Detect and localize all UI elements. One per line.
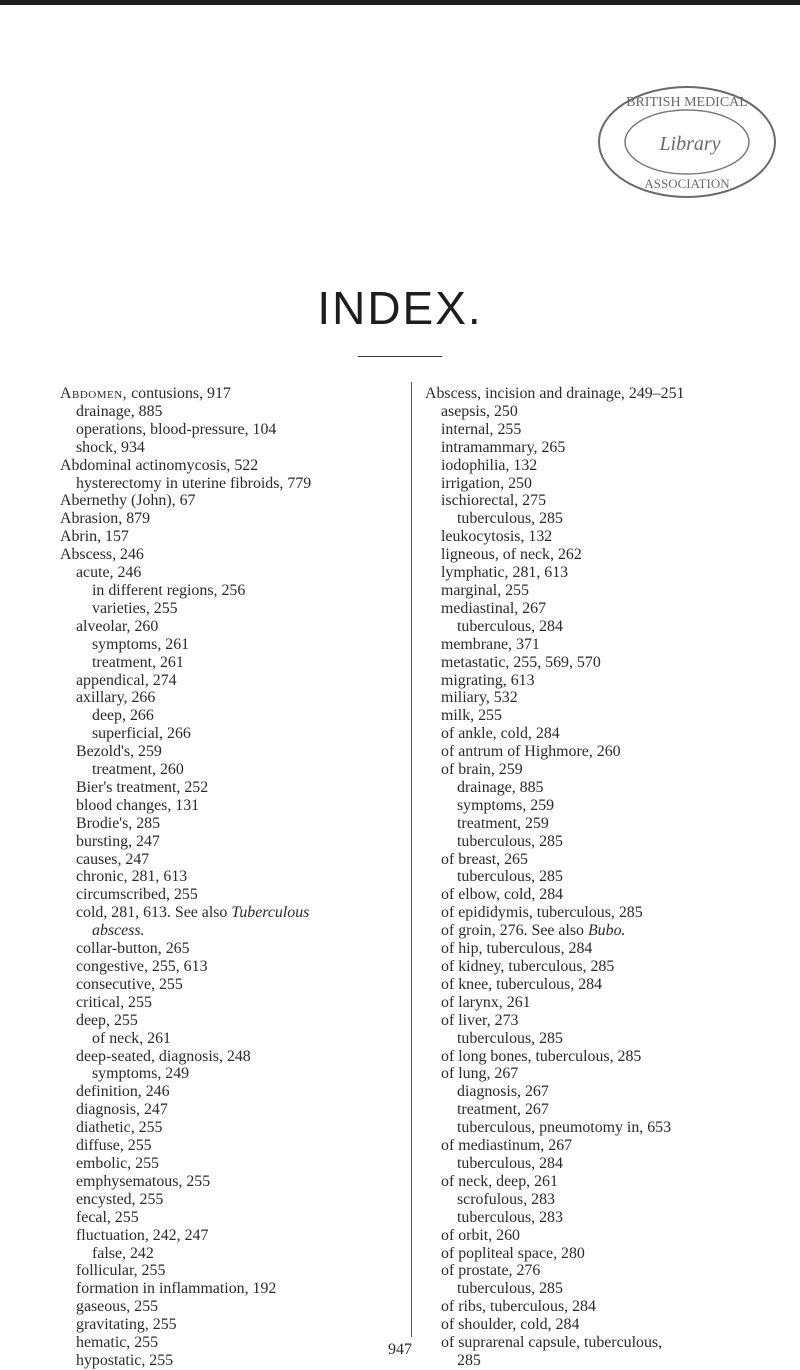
- entry-text: treatment, 260: [92, 761, 184, 779]
- index-column-right: [425, 385, 795, 1370]
- entry-text: deep, 255: [76, 1011, 138, 1029]
- index-entry: [60, 672, 430, 690]
- entry-text: definition, 246: [76, 1083, 170, 1101]
- index-entry: [425, 689, 795, 707]
- index-entry: [60, 636, 430, 654]
- index-entry: [425, 600, 795, 618]
- index-entry: [425, 385, 795, 403]
- entry-text: Bezold's, 259: [76, 743, 162, 761]
- index-entry: [60, 1012, 430, 1030]
- stamp-line3: ASSOCIATION: [644, 176, 730, 191]
- entry-text: axillary, 266: [76, 689, 156, 707]
- index-entry: [60, 851, 430, 869]
- index-entry: [425, 1298, 795, 1316]
- entry-text: Abscess, incision and drainage, 249–251: [425, 385, 685, 402]
- entry-text: blood changes, 131: [76, 796, 200, 814]
- entry-text: treatment, 261: [92, 653, 184, 671]
- index-entry: [425, 958, 795, 976]
- library-stamp: [592, 80, 782, 205]
- entry-text: varieties, 255: [92, 599, 178, 617]
- index-entry: [425, 457, 795, 475]
- index-entry: [60, 403, 430, 421]
- index-entry: [60, 546, 430, 564]
- entry-text: scrofulous, 283: [457, 1190, 555, 1208]
- entry-text: intramammary, 265: [441, 438, 566, 456]
- entry-text: tuberculous, 284: [457, 617, 563, 635]
- index-entry: [425, 1137, 795, 1155]
- entry-text: marginal, 255: [441, 581, 529, 599]
- index-entry: [60, 1173, 430, 1191]
- entry-text: of ankle, cold, 284: [441, 725, 560, 743]
- entry-text: hypostatic, 255: [76, 1351, 174, 1369]
- entry-text: of prostate, 276: [441, 1262, 541, 1280]
- index-entry: [60, 1298, 430, 1316]
- index-entry: [425, 1030, 795, 1048]
- index-entry: [425, 994, 795, 1012]
- index-entry: [425, 510, 795, 528]
- index-entry: [425, 564, 795, 582]
- index-entry: [60, 421, 430, 439]
- index-entry: [425, 1280, 795, 1298]
- entry-text: critical, 255: [76, 993, 152, 1011]
- index-entry: [60, 1262, 430, 1280]
- index-entry: [425, 833, 795, 851]
- index-entry: [425, 546, 795, 564]
- index-entry: [60, 779, 430, 797]
- index-entry: [425, 976, 795, 994]
- index-entry: [425, 797, 795, 815]
- entry-text: lymphatic, 281, 613: [441, 564, 569, 582]
- index-entry: [60, 618, 430, 636]
- entry-text: congestive, 255, 613: [76, 958, 208, 975]
- entry-text: encysted, 255: [76, 1190, 164, 1208]
- entry-text: bursting, 247: [76, 832, 160, 850]
- entry-text: superficial, 266: [92, 725, 191, 743]
- index-entry: [60, 1191, 430, 1209]
- index-entry: [60, 922, 430, 940]
- index-entry: [425, 1155, 795, 1173]
- entry-text: of mediastinum, 267: [441, 1137, 573, 1155]
- stamp-line2: Library: [659, 133, 721, 155]
- entry-text: of long bones, tuberculous, 285: [441, 1047, 642, 1065]
- index-entry: [60, 1048, 430, 1066]
- index-entry: [425, 421, 795, 439]
- index-entry: [60, 528, 430, 546]
- index-entry: [425, 1119, 795, 1137]
- entry-text: migrating, 613: [441, 671, 535, 689]
- index-entry: [425, 672, 795, 690]
- index-entry: [60, 654, 430, 672]
- index-entry: [60, 600, 430, 618]
- entry-text: circumscribed, 255: [76, 886, 198, 904]
- entry-text: gaseous, 255: [76, 1298, 159, 1316]
- entry-text: of knee, tuberculous, 284: [441, 975, 603, 993]
- index-entry: [425, 1173, 795, 1191]
- index-entry: [60, 725, 430, 743]
- entry-text: membrane, 371: [441, 635, 540, 653]
- entry-text: metastatic, 255, 569, 570: [441, 653, 601, 671]
- entry-text: treatment, 267: [457, 1101, 549, 1119]
- entry-text: drainage, 885: [76, 402, 163, 420]
- entry-text: of kidney, tuberculous, 285: [441, 958, 615, 975]
- index-entry: [60, 1155, 430, 1173]
- entry-text: chronic, 281, 613: [76, 868, 188, 886]
- title-rule: [358, 356, 442, 357]
- page-top-edge: [0, 0, 800, 5]
- entry-text: follicular, 255: [76, 1262, 166, 1280]
- index-entry: [60, 707, 430, 725]
- entry-text: consecutive, 255: [76, 975, 183, 993]
- index-entry: [425, 1012, 795, 1030]
- entry-text: of antrum of Highmore, 260: [441, 743, 621, 761]
- entry-text: Abernethy (John), 67: [60, 492, 196, 510]
- index-entry: [425, 1048, 795, 1066]
- index-entry: [425, 403, 795, 421]
- entry-text: diagnosis, 247: [76, 1101, 168, 1119]
- entry-text: drainage, 885: [457, 778, 544, 796]
- entry-text: diagnosis, 267: [457, 1083, 549, 1101]
- index-entry: [60, 1280, 430, 1298]
- index-entry: [425, 815, 795, 833]
- entry-text: Abrasion, 879: [60, 510, 151, 528]
- entry-text: shock, 934: [76, 438, 145, 456]
- entry-text: Abrin, 157: [60, 528, 129, 546]
- index-entry: [425, 1227, 795, 1245]
- index-entry: [425, 1262, 795, 1280]
- entry-text: treatment, 259: [457, 814, 549, 832]
- index-entry: [425, 618, 795, 636]
- entry-text: diathetic, 255: [76, 1119, 163, 1137]
- entry-text: Abscess, 246: [60, 546, 144, 564]
- index-entry: [425, 1101, 795, 1119]
- entry-text: collar-button, 265: [76, 940, 190, 958]
- index-entry: [425, 1191, 795, 1209]
- entry-text: of shoulder, cold, 284: [441, 1316, 580, 1334]
- index-entry: [60, 475, 430, 493]
- entry-text: Bier's treatment, 252: [76, 778, 209, 796]
- entry-text: embolic, 255: [76, 1154, 159, 1172]
- index-entry: [60, 439, 430, 457]
- index-entry: [60, 1316, 430, 1334]
- index-entry: [425, 922, 795, 940]
- entry-text: milk, 255: [441, 707, 502, 725]
- entry-text: of hip, tuberculous, 284: [441, 940, 593, 958]
- entry-text: tuberculous, 285: [457, 510, 563, 528]
- entry-text: of epididymis, tuberculous, 285: [441, 904, 643, 922]
- index-entry: [60, 1030, 430, 1048]
- index-entry: [60, 1101, 430, 1119]
- column-divider: [411, 382, 412, 1337]
- index-entry: [60, 868, 430, 886]
- stamp-line1: BRITISH MEDICAL: [626, 95, 748, 110]
- index-entry: [60, 564, 430, 582]
- entry-text: of orbit, 260: [441, 1226, 521, 1244]
- entry-text: contusions, 917: [127, 385, 231, 402]
- index-entry: [60, 1209, 430, 1227]
- index-entry: [425, 1209, 795, 1227]
- entry-text: of popliteal space, 280: [441, 1244, 585, 1262]
- entry-text: miliary, 532: [441, 689, 518, 707]
- page-title: INDEX.: [317, 282, 483, 334]
- index-entry: [60, 1119, 430, 1137]
- entry-text: tuberculous, 285: [457, 832, 563, 850]
- entry-text: iodophilia, 132: [441, 456, 538, 474]
- index-entry: [425, 439, 795, 457]
- index-entry: [60, 833, 430, 851]
- entry-text: formation in inflammation, 192: [76, 1280, 277, 1298]
- entry-text: symptoms, 249: [92, 1065, 190, 1083]
- entry-cross-reference: abscess.: [92, 922, 145, 940]
- index-entry: [60, 958, 430, 976]
- index-entry: [425, 636, 795, 654]
- index-entry: [60, 797, 430, 815]
- entry-text: Brodie's, 285: [76, 814, 161, 832]
- index-entry: [425, 475, 795, 493]
- entry-text: of liver, 273: [441, 1011, 519, 1029]
- index-entry: [425, 492, 795, 510]
- page-number: 947: [388, 1341, 412, 1358]
- index-column-left: [60, 385, 430, 1370]
- entry-text: fluctuation, 242, 247: [76, 1226, 209, 1244]
- entry-text: Abdominal actinomycosis, 522: [60, 456, 259, 474]
- index-entry: [60, 1083, 430, 1101]
- entry-text: tuberculous, 285: [457, 1029, 563, 1047]
- index-entry: [425, 779, 795, 797]
- index-entry: [425, 761, 795, 779]
- index-entry: [425, 528, 795, 546]
- index-entry: [425, 886, 795, 904]
- index-entry: [60, 815, 430, 833]
- entry-text: hematic, 255: [76, 1334, 159, 1352]
- entry-text: mediastinal, 267: [441, 599, 547, 617]
- entry-cross-reference: Tuberculous: [231, 904, 310, 922]
- entry-text: false, 242: [92, 1244, 154, 1262]
- entry-text: operations, blood-pressure, 104: [76, 420, 277, 438]
- index-entry: [60, 976, 430, 994]
- index-entry: [425, 851, 795, 869]
- entry-text: of neck, deep, 261: [441, 1172, 558, 1190]
- entry-text: ligneous, of neck, 262: [441, 546, 582, 564]
- entry-text: of elbow, cold, 284: [441, 886, 564, 904]
- entry-text: gravitating, 255: [76, 1316, 177, 1334]
- entry-text: leukocytosis, 132: [441, 528, 553, 546]
- entry-text: of breast, 265: [441, 850, 528, 868]
- index-entry: [60, 940, 430, 958]
- entry-text: internal, 255: [441, 420, 522, 438]
- index-entry: [425, 1065, 795, 1083]
- entry-text: of larynx, 261: [441, 993, 531, 1011]
- entry-text: causes, 247: [76, 850, 150, 868]
- index-entry: [425, 707, 795, 725]
- entry-text: tuberculous, 285: [457, 868, 563, 886]
- entry-text: deep, 266: [92, 707, 154, 725]
- entry-text: of groin, 276. See also: [441, 922, 588, 940]
- index-entry: [60, 1227, 430, 1245]
- index-entry: [425, 654, 795, 672]
- entry-text: tuberculous, 285: [457, 1280, 563, 1298]
- entry-text: symptoms, 261: [92, 635, 190, 653]
- index-entry: [425, 940, 795, 958]
- index-entry: [60, 1137, 430, 1155]
- index-entry: [425, 1316, 795, 1334]
- index-entry: [60, 689, 430, 707]
- entry-text: irrigation, 250: [441, 474, 532, 492]
- index-entry: [60, 457, 430, 475]
- entry-text: tuberculous, 284: [457, 1154, 563, 1172]
- entry-text: asepsis, 250: [441, 402, 518, 420]
- entry-text: tuberculous, pneumotomy in, 653: [457, 1119, 672, 1137]
- index-entry: [60, 994, 430, 1012]
- entry-text: hysterectomy in uterine fibroids, 779: [76, 474, 312, 492]
- entry-text: fecal, 255: [76, 1208, 139, 1226]
- entry-text: of brain, 259: [441, 761, 523, 779]
- entry-text: alveolar, 260: [76, 617, 159, 635]
- index-entry: [60, 492, 430, 510]
- entry-text: symptoms, 259: [457, 796, 555, 814]
- entry-text: of lung, 267: [441, 1065, 519, 1083]
- index-entry: [60, 385, 430, 403]
- entry-text: of ribs, tuberculous, 284: [441, 1298, 596, 1316]
- index-entry: [425, 904, 795, 922]
- entry-text: of suprarenal capsule, tuberculous,: [441, 1334, 663, 1352]
- entry-text: emphysematous, 255: [76, 1172, 211, 1190]
- index-entry: [60, 510, 430, 528]
- index-entry: [425, 582, 795, 600]
- entry-text: acute, 246: [76, 564, 142, 582]
- index-entry: [425, 725, 795, 743]
- index-entry: [60, 886, 430, 904]
- entry-text: 285: [457, 1351, 481, 1369]
- index-entry: [425, 868, 795, 886]
- entry-text: in different regions, 256: [92, 581, 246, 599]
- entry-text: ischiorectal, 275: [441, 492, 547, 510]
- index-entry: [60, 904, 430, 922]
- entry-text: deep-seated, diagnosis, 248: [76, 1047, 251, 1065]
- entry-text: of neck, 261: [92, 1029, 171, 1047]
- entry-text: cold, 281, 613. See also: [76, 904, 232, 922]
- entry-text: appendical, 274: [76, 671, 177, 689]
- index-entry: [60, 761, 430, 779]
- index-entry: [60, 1065, 430, 1083]
- index-entry: [60, 1245, 430, 1263]
- index-entry: [60, 582, 430, 600]
- entry-heading: Abdomen,: [60, 385, 128, 402]
- index-entry: [425, 743, 795, 761]
- entry-text: tuberculous, 283: [457, 1208, 563, 1226]
- entry-text: diffuse, 255: [76, 1137, 152, 1155]
- index-entry: [60, 743, 430, 761]
- index-entry: [425, 1245, 795, 1263]
- entry-cross-reference: Bubo.: [587, 922, 626, 940]
- index-entry: [425, 1083, 795, 1101]
